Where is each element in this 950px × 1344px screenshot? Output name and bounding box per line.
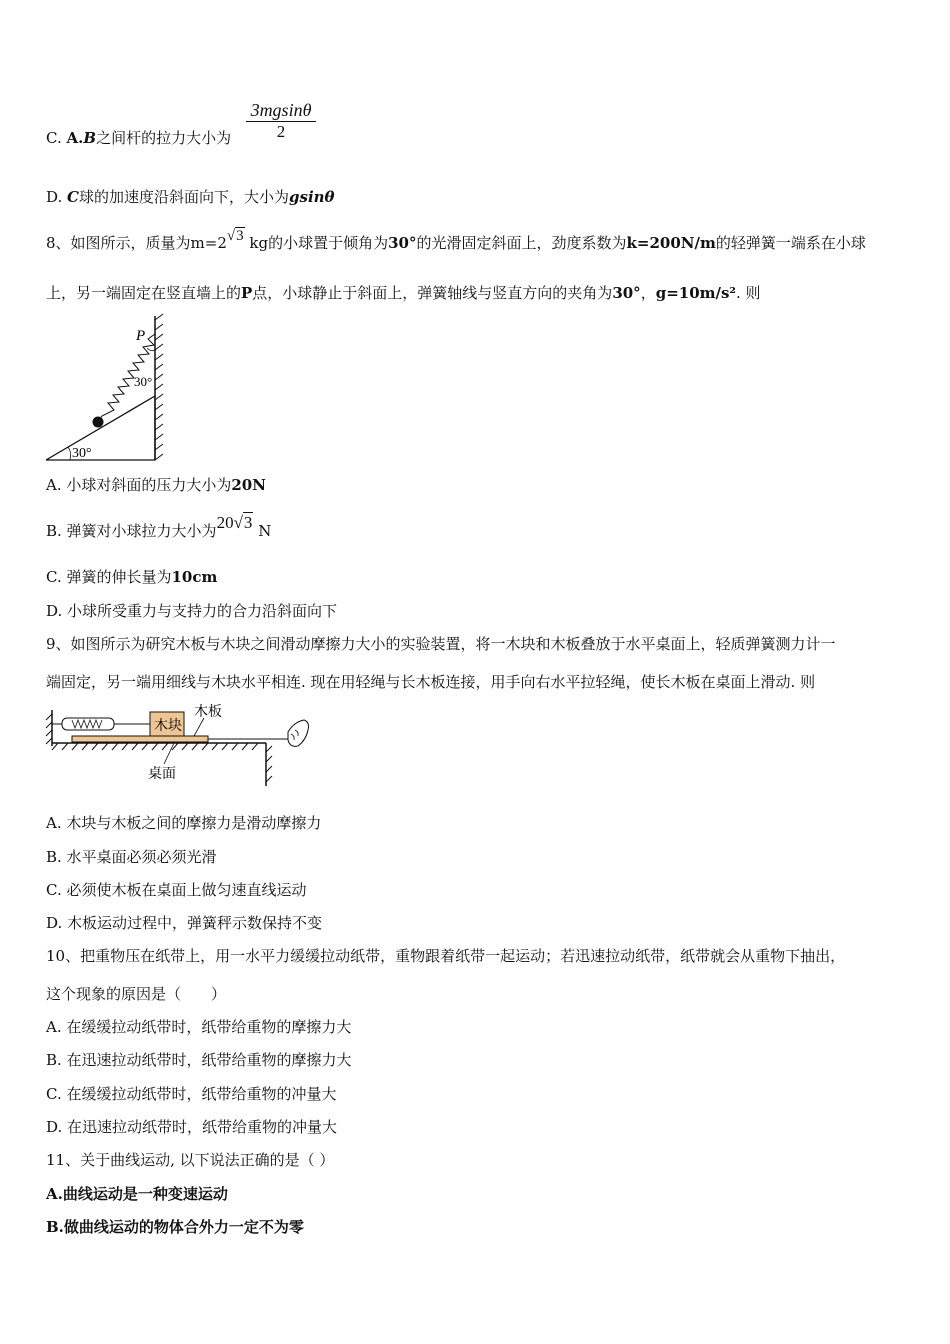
label-angle-bottom: 30° (72, 446, 92, 461)
q11-option-b: B.做曲线运动的物体合外力一定不为零 (46, 1218, 304, 1236)
sqrt-symbol: √3 (226, 228, 244, 244)
bottom-angle-arc (68, 447, 71, 460)
q8-stem-line1: 8、如图所示，质量为m=2√3 kg的小球置于倾角为30°的光滑固定斜面上，劲度系数为k=200N/m的轻弹簧一端系在小球 (46, 228, 866, 252)
wall-hatching (155, 314, 163, 460)
table-edge-hatching (266, 746, 272, 782)
label-block: 木块 (154, 719, 182, 734)
q10-option-b: B. 在迅速拉动纸带时，纸带给重物的摩擦力大 (46, 1051, 352, 1069)
board-leader (194, 718, 204, 736)
q10-option-a: A. 在缓缓拉动纸带时，纸带给重物的摩擦力大 (46, 1018, 352, 1036)
q8-stem-line2: 上，另一端固定在竖直墙上的P点，小球静止于斜面上，弹簧轴线与竖直方向的夹角为30°，g=10m/s². 则 (46, 284, 761, 302)
label-p: P (136, 328, 146, 344)
table-hatching (52, 743, 258, 750)
q10-stem-line2: 这个现象的原因是（ ） (46, 985, 227, 1003)
q8-option-b: B. 弹簧对小球拉力大小为20√3 N (46, 513, 272, 540)
label-angle-top: 30° (134, 374, 153, 389)
q9-option-b: B. 水平桌面必须必须光滑 (46, 848, 217, 866)
q9-friction-figure (44, 700, 324, 790)
label-table: 桌面 (148, 767, 176, 782)
label-board: 木板 (194, 705, 222, 720)
q9-option-c: C. 必须使木板在桌面上做匀速直线运动 (46, 881, 307, 899)
spring-scale (62, 718, 114, 730)
q9-stem-line1: 9、如图所示为研究木板与木块之间滑动摩擦力大小的实验装置，将一木块和木板叠放于水平桌面上，轻质弹簧测力计一 (46, 635, 836, 653)
left-wall-hatching (46, 714, 52, 744)
top-angle-arc (147, 348, 155, 351)
sqrt-symbol: √3 (233, 513, 253, 532)
wood-board (72, 736, 208, 742)
q7-c-fraction: $\frac{3mgsin\theta}{2}$ (246, 100, 316, 142)
q10-option-d: D. 在迅速拉动纸带时，纸带给重物的冲量大 (46, 1118, 338, 1136)
q8-option-c: C. 弹簧的伸长量为10cm (46, 568, 218, 586)
q10-option-c: C. 在缓缓拉动纸带时，纸带给重物的冲量大 (46, 1085, 337, 1103)
q8-option-d: D. 小球所受重力与支持力的合力沿斜面向下 (46, 602, 338, 620)
q10-stem-line1: 10、把重物压在纸带上，用一水平力缓缓拉动纸带，重物跟着纸带一起运动；若迅速拉动纸带，纸带就会从重物下抽出， (46, 947, 846, 965)
q11-option-a: A.曲线运动是一种变速运动 (46, 1185, 228, 1203)
q9-option-a: A. 木块与木板之间的摩擦力是滑动摩擦力 (46, 814, 322, 832)
q8-incline-figure (44, 312, 174, 462)
b-value: 20√3 (216, 513, 253, 532)
incline (46, 396, 155, 460)
q7-option-d: D. C球的加速度沿斜面向下，大小为gsinθ (46, 188, 335, 206)
q9-option-d: D. 木板运动过程中，弹簧秤示数保持不变 (46, 914, 323, 932)
q11-stem: 11、关于曲线运动, 以下说法正确的是（ ） (46, 1151, 335, 1169)
q7-option-c: C. A.B之间杆的拉力大小为 (46, 129, 232, 147)
q9-stem-line2: 端固定，另一端用细线与木块水平相连. 现在用轻绳与长木板连接，用手向右水平拉轻绳，使长木板在桌面上滑动. 则 (46, 673, 816, 691)
q8-option-a: A. 小球对斜面的压力大小为20N (46, 476, 266, 494)
ball (93, 417, 104, 428)
